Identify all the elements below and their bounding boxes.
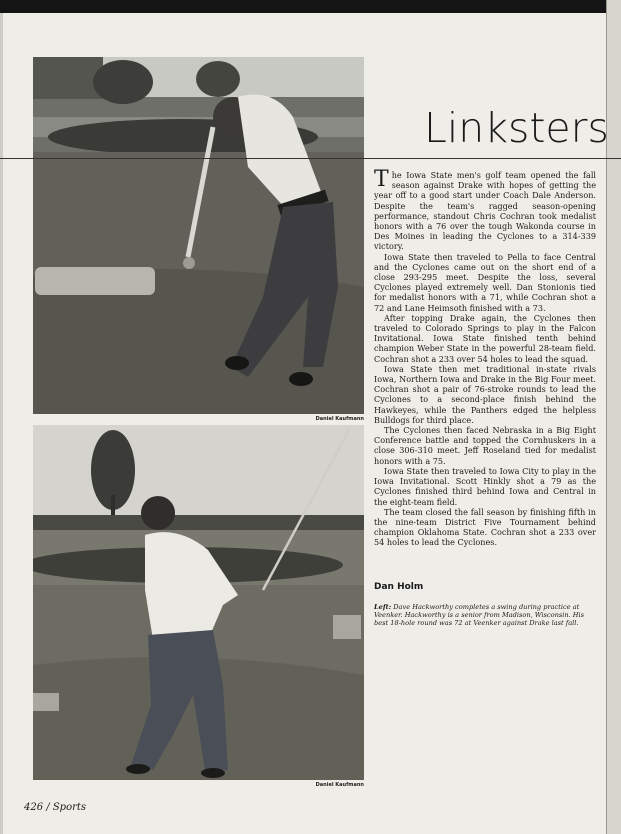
byline: Dan Holm <box>374 582 424 592</box>
photo-credit-top: Daniel Kaufmann <box>315 416 364 422</box>
article-paragraph: Iowa State then traveled to Pella to face Central and the Cyclones came out on the short end of a close 293-295 meet. Despite the loss, several Cyclones played extremely well. Dan Stonionis tied for medalist honors with a 71, while Cochran shot a 72 and Lane Heimsoth finished with a 73. <box>374 251 596 313</box>
title-rule <box>0 158 621 159</box>
photo-golfer-follow-through <box>33 57 364 414</box>
top-black-band <box>0 0 621 13</box>
article-paragraph: After topping Drake again, the Cyclones then traveled to Colorado Springs to play in the Falcon Invitational. Iowa State finished tenth behind champion Weber State in the powerful 28-team field. Cochran shot a 233 over 54 holes to lead the squad. <box>374 312 596 364</box>
article-paragraph <box>374 167 596 252</box>
article-body <box>374 167 596 548</box>
page-folio: 426 / Sports <box>24 802 87 813</box>
article-paragraph: Iowa State then met traditional in-state rivals Iowa, Northern Iowa and Drake in the Big Four meet. Cochran shot a pair of 76-stroke rounds to lead the Cyclones to a second-place finish behind the Hawkeyes, while the Panthers edged the helpless Bulldogs for third place. <box>374 363 596 425</box>
page-title: Linksters <box>424 104 609 152</box>
photo-golfer-swing-finish <box>33 425 364 780</box>
page-left-edge <box>0 13 3 834</box>
caption-text: Dave Hackworthy completes a swing during practice at Veenker. Hackworthy is a senior from Madison, Wisconsin. His best 18-hole round was 72 at Veenker against Drake last fall. <box>374 603 585 627</box>
drop-cap: T <box>374 167 389 192</box>
photo-credit-bottom: Daniel Kaufmann <box>315 782 364 788</box>
article-paragraph-text: he Iowa State men's golf team opened the fall season against Drake with hopes of getting the year off to a good start under Coach Dale Anderson. Despite the team's ragged season-opening performance, standout Chris Cochran took medalist honors with a 76 over the tough Wakonda course in Des Moines in leading the Cyclones to a 314-339 victory. <box>374 170 596 252</box>
article-paragraph: The team closed the fall season by finishing fifth in the nine-team District Five Tournament behind champion Oklahoma State. Cochran shot a 233 over 54 holes to lead the Cyclones. <box>374 506 596 548</box>
photo-golfer-follow-through-image <box>33 57 364 414</box>
photo-golfer-swing-finish-image <box>33 425 364 780</box>
article-paragraph: Iowa State then traveled to Iowa City to play in the Iowa Invitational. Scott Hinkly shot a 79 as the Cyclones finished third behind Iowa and Central in the eight-team field. <box>374 465 596 507</box>
photo-caption <box>374 603 596 627</box>
caption-lead: Left: <box>374 603 392 611</box>
article-paragraph: The Cyclones then faced Nebraska in a Big Eight Conference battle and topped the Cornhuskers in a close 306-310 meet. Jeff Roseland tied for medalist honors with a 75. <box>374 425 596 466</box>
